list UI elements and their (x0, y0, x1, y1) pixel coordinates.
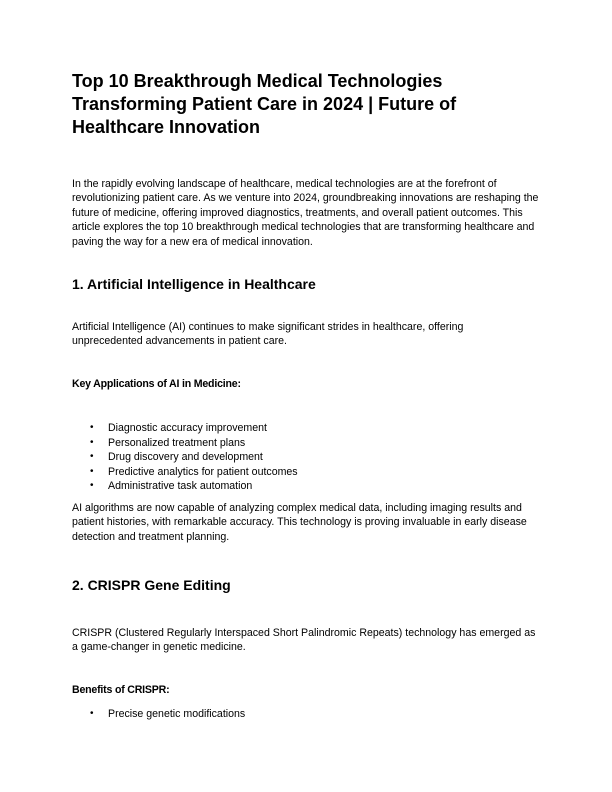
ai-applications-list (72, 421, 298, 494)
bullet-icon: • (90, 436, 94, 448)
bullet-icon: • (90, 451, 94, 463)
crispr-benefits-list (72, 707, 245, 722)
page-title: Top 10 Breakthrough Medical Technologies Transforming Patient Care in 2024 | Future of Healthcare Innovation (72, 71, 457, 137)
bullet-icon: • (90, 465, 94, 477)
list-item: • Predictive analytics for patient outcomes (90, 465, 298, 478)
section-intro-crispr: CRISPR (Clustered Regularly Interspaced Short Palindromic Repeats) technology has emerged as a game-changer in genetic medicine. (72, 627, 536, 654)
section-closing-ai: AI algorithms are now capable of analyzing complex medical data, including imaging results and patient histories, with remarkable accuracy. This technology is proving invaluable in early disease detection and treatment planning. (72, 502, 527, 543)
subheading-benefits-crispr: Benefits of CRISPR: (72, 684, 170, 696)
section-heading-ai: 1. Artificial Intelligence in Healthcare (72, 276, 316, 292)
section-heading-crispr: 2. CRISPR Gene Editing (72, 577, 231, 593)
subheading-key-applications: Key Applications of AI in Medicine: (72, 378, 241, 390)
intro-paragraph: In the rapidly evolving landscape of healthcare, medical technologies are at the forefront of revolutionizing patient care. As we venture into 2024, groundbreaking innovations are reshaping the future of medicine, offering improved diagnostics, treatments, and overall patient outcomes. This article explores the top 10 breakthrough medical technologies that are transforming healthcare and paving the way for a new era of medical innovation. (72, 178, 539, 248)
section-intro-ai: Artificial Intelligence (AI) continues to make significant strides in healthcare, offering unprecedented advancements in patient care. (72, 321, 464, 348)
list-item: • Precise genetic modifications (90, 708, 246, 720)
bullet-icon: • (90, 422, 94, 433)
list-item: • Personalized treatment plans (90, 436, 246, 449)
bullet-icon: • (90, 708, 94, 719)
list-item: • Drug discovery and development (90, 451, 263, 464)
list-item: • Diagnostic accuracy improvement (90, 422, 267, 434)
bullet-icon: • (90, 480, 94, 492)
list-item: • Administrative task automation (90, 480, 253, 493)
